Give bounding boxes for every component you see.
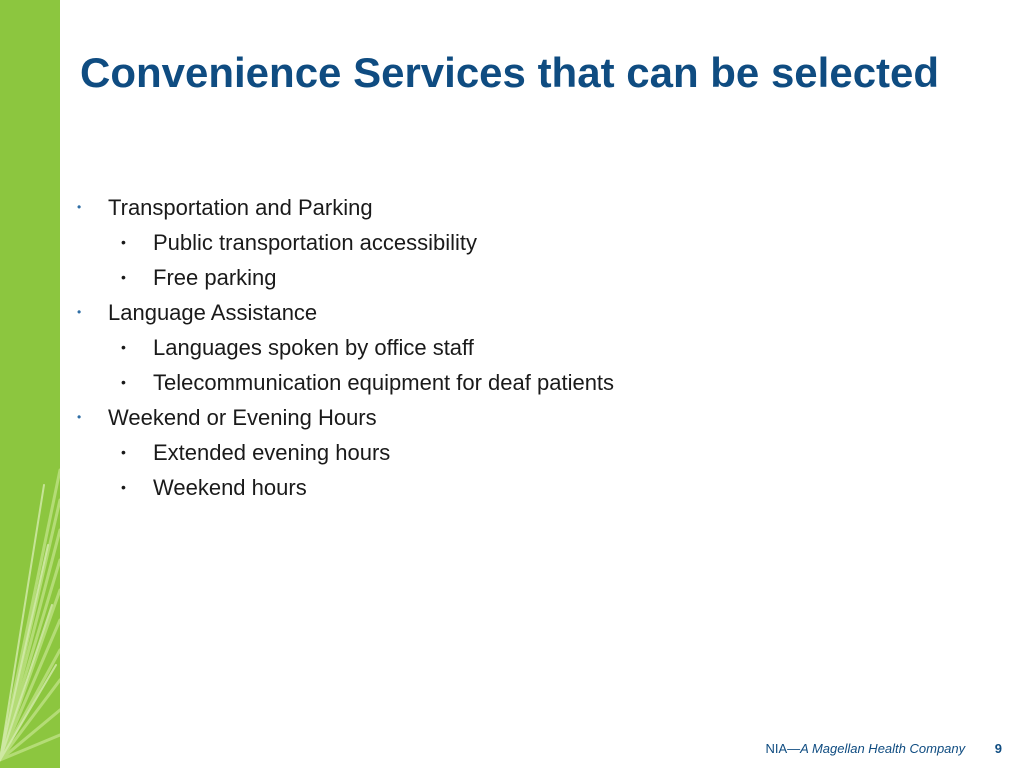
slide-title: Convenience Services that can be selected — [80, 49, 940, 96]
sub-bullet-label: Languages spoken by office staff — [153, 335, 474, 360]
sub-bullet-item — [74, 330, 974, 365]
bullet-group-hours — [74, 400, 974, 505]
bullet-label: Language Assistance — [108, 300, 318, 325]
bullet-icon: • — [121, 339, 126, 355]
sub-bullet-label: Weekend hours — [153, 475, 307, 500]
bullet-icon: • — [121, 374, 126, 390]
bullet-list — [74, 190, 974, 505]
slide-footer — [765, 741, 1002, 756]
bullet-icon: • — [121, 234, 126, 250]
sub-bullet-item — [74, 365, 974, 400]
bullet-group-transportation — [74, 190, 974, 295]
bullet-icon: • — [121, 444, 126, 460]
decorative-sidebar — [0, 0, 60, 768]
bullet-icon: • — [121, 269, 126, 285]
sub-bullet-item — [74, 225, 974, 260]
sub-bullet-label: Extended evening hours — [153, 440, 391, 465]
footer-brand-prefix: NIA— — [765, 741, 801, 756]
bullet-item — [74, 400, 974, 435]
bullet-icon: • — [77, 305, 82, 319]
sub-bullet-label: Free parking — [153, 265, 277, 290]
sub-bullet-item — [74, 470, 974, 505]
bullet-label: Weekend or Evening Hours — [108, 405, 377, 430]
bullet-label: Transportation and Parking — [108, 195, 373, 220]
footer-brand-name: A Magellan Health Company — [800, 741, 966, 756]
page-number: 9 — [994, 741, 1002, 756]
bullet-item — [74, 295, 974, 330]
sub-bullet-item — [74, 435, 974, 470]
bullet-group-language — [74, 295, 974, 400]
sub-bullet-label: Public transportation accessibility — [153, 230, 478, 255]
sunburst-decoration-icon — [0, 0, 60, 768]
bullet-icon: • — [77, 410, 82, 424]
bullet-item — [74, 190, 974, 225]
sub-bullet-label: Telecommunication equipment for deaf patients — [153, 370, 615, 395]
sub-bullet-item — [74, 260, 974, 295]
bullet-icon: • — [121, 479, 126, 495]
bullet-icon: • — [77, 200, 82, 214]
